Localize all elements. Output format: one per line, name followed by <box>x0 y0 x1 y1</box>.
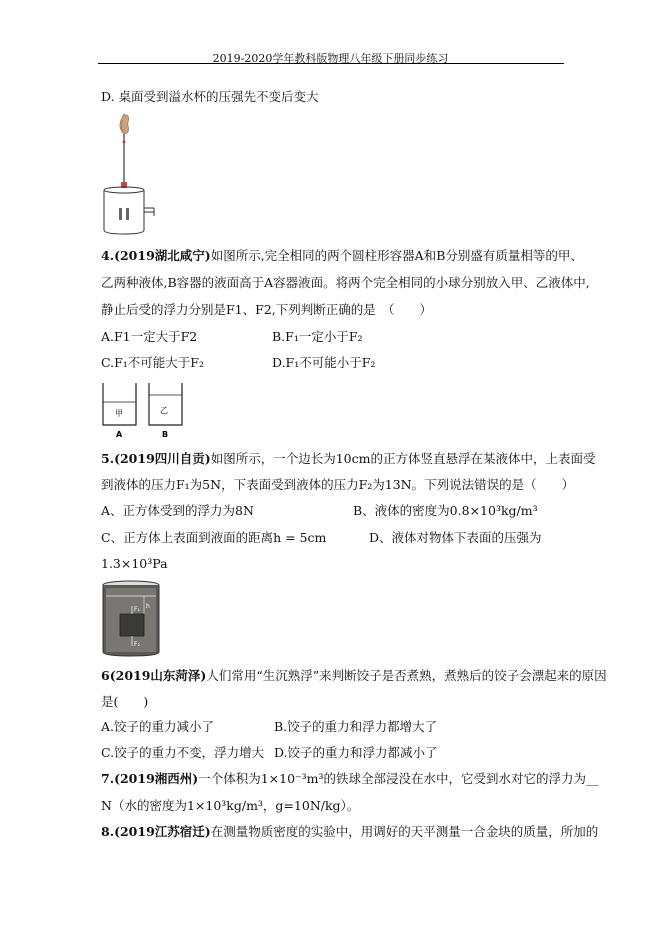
q4-option-d: D.F₁不可能小于F₂ <box>272 355 376 370</box>
page-header: 2019-2020学年教科版物理八年级下册同步练习 <box>212 52 449 65</box>
q4-source: (2019湖北咸宁) <box>114 248 211 263</box>
beaker-cube-figure <box>100 580 162 658</box>
q4-option-b: B.F₁一定小于F₂ <box>272 329 363 344</box>
q5-line2: 到液体的压力F₁为5N，下表面受到液体的压力F₂为13N。下列说法错误的是（ ） <box>101 477 575 492</box>
q6-line1 <box>101 668 607 684</box>
q8-source: (2019江苏宿迁) <box>114 824 211 839</box>
q5-source: (2019四川自贡) <box>114 451 211 466</box>
prev-option-d: D. 桌面受到溢水杯的压强先不变后变大 <box>101 89 319 104</box>
q4-line1 <box>101 248 583 264</box>
q6-option-d: D.饺子的重力和浮力都减小了 <box>274 745 438 760</box>
q8-text1: 在测量物质密度的实验中，用调好的天平测量一合金块的质量，所加的 <box>210 824 599 839</box>
q7-source: (2019湘西州) <box>114 771 199 786</box>
container-a <box>103 383 136 439</box>
cup-body <box>104 190 144 234</box>
container-b-label: B <box>162 430 169 439</box>
liquid-b-label: 乙 <box>160 406 168 415</box>
q5-text1: 如图所示，一个边长为10cm的正方体竖直悬浮在某液体中，上表面受 <box>210 451 596 466</box>
q6-option-c: C.饺子的重力不变，浮力增大 <box>101 745 265 760</box>
q5-option-c: C、正方体上表面到液面的距离h = 5cm <box>101 530 327 545</box>
container-a-label: A <box>116 430 123 439</box>
q6-text1: 人们常用“生沉熟浮”来判断饺子是否煮熟，煮熟后的饺子会漂起来的原因 <box>206 668 607 683</box>
f1-label: F₁ <box>134 606 140 613</box>
q4-text1: 如图所示,完全相同的两个圆柱形容器A和B分别盛有质量相等的甲、 <box>210 248 583 263</box>
q4-option-c: C.F₁不可能大于F₂ <box>101 355 204 370</box>
q6-option-a: A.饺子的重力减小了 <box>101 719 215 734</box>
q4-number: 4. <box>101 248 115 263</box>
q7-text1: 一个体积为1×10⁻³m³的铁球全部浸没在水中，它受到水对它的浮力为__ <box>198 771 599 786</box>
q6-option-b: B.饺子的重力和浮力都增大了 <box>274 719 438 734</box>
overflow-cup-figure <box>100 112 160 237</box>
flame-icon <box>120 114 129 134</box>
header-rule <box>98 63 564 64</box>
q5-option-b: B、液体的密度为0.8×10³kg/m³ <box>353 503 538 518</box>
f2-label: F₂ <box>134 641 140 648</box>
q5-option-d: D、液体对物体下表面的压强为 <box>369 530 542 545</box>
q7-number: 7. <box>101 771 115 786</box>
q4-line3: 静止后受的浮力分别是F1、F2,下列判断正确的是 （ ） <box>101 302 432 317</box>
q5-number: 5. <box>101 451 115 466</box>
container-b <box>149 383 182 439</box>
q5-option-d-cont: 1.3×10³Pa <box>101 556 168 571</box>
q5-option-a: A、正方体受到的浮力为8N <box>101 503 254 518</box>
q7-line1 <box>101 771 599 787</box>
q4-option-a: A.F1一定大于F2 <box>101 329 198 344</box>
q7-line2: N（水的密度为1×10³kg/m³，g=10N/kg）。 <box>101 798 360 813</box>
cube <box>120 614 144 636</box>
q8-number: 8. <box>101 824 115 839</box>
q5-line1 <box>101 451 595 467</box>
liquid-a-label: 甲 <box>115 409 123 418</box>
q4-line2: 乙两种液体,B容器的液面高于A容器液面。将两个完全相同的小球分别放入甲、乙液体中, <box>101 275 590 290</box>
q6-line2: 是( ) <box>101 694 149 709</box>
q8-line1 <box>101 824 598 840</box>
h-label: h <box>146 603 150 610</box>
two-containers-figure <box>100 380 190 440</box>
q6-source: (2019山东菏泽) <box>109 668 207 683</box>
q6-number: 6 <box>101 668 110 683</box>
